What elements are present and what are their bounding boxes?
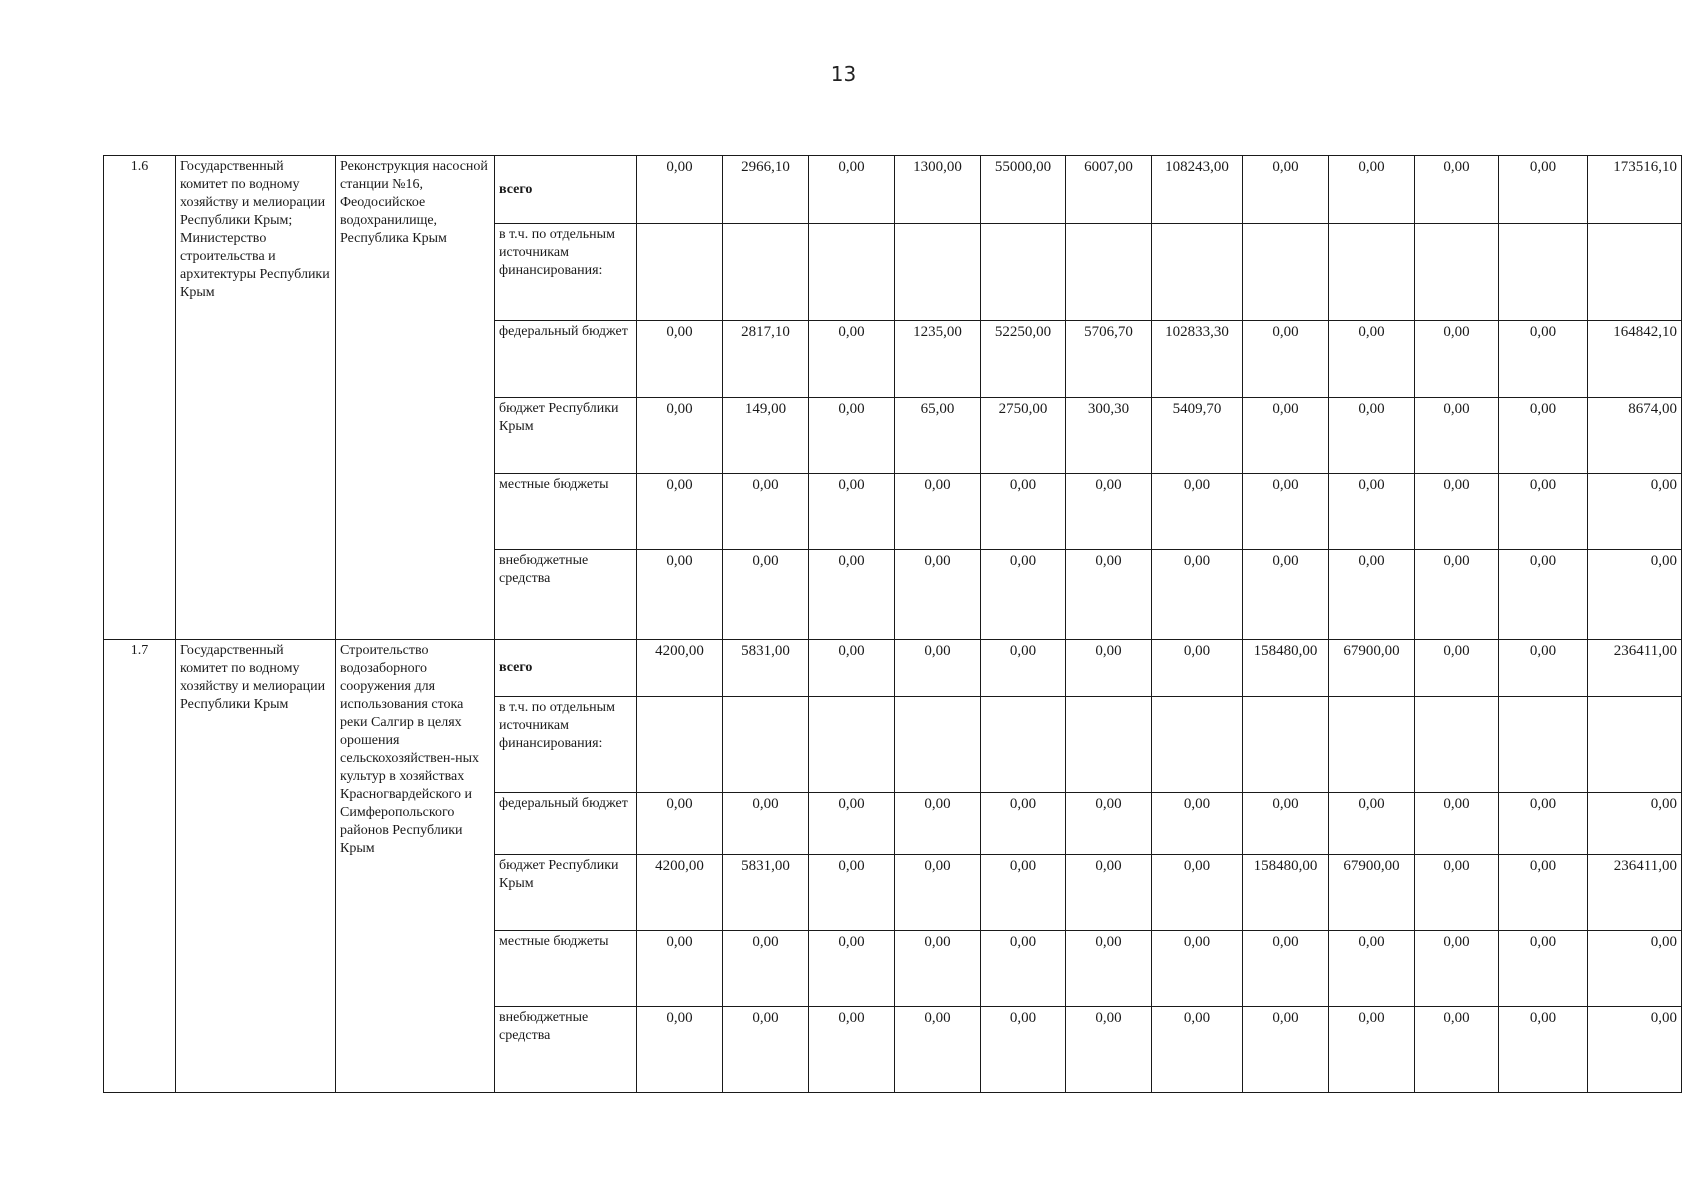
value-cell: 0,00 (809, 640, 895, 697)
funding-source-local: местные бюджеты (495, 474, 637, 550)
value-cell: 0,00 (1499, 398, 1588, 474)
value-cell: 0,00 (981, 855, 1066, 931)
value-cell (1329, 224, 1415, 321)
value-cell: 236411,00 (1588, 855, 1682, 931)
value-cell: 0,00 (1415, 550, 1499, 640)
value-cell: 0,00 (1329, 156, 1415, 224)
value-cell: 0,00 (1499, 156, 1588, 224)
value-cell: 0,00 (981, 550, 1066, 640)
value-cell: 0,00 (1329, 321, 1415, 398)
value-cell: 0,00 (1152, 550, 1243, 640)
value-cell: 1235,00 (895, 321, 981, 398)
value-cell: 0,00 (809, 855, 895, 931)
value-cell: 0,00 (1329, 474, 1415, 550)
value-cell: 5409,70 (1152, 398, 1243, 474)
value-cell: 0,00 (1415, 931, 1499, 1007)
value-cell: 0,00 (1499, 640, 1588, 697)
value-cell (1499, 224, 1588, 321)
value-cell: 0,00 (1329, 550, 1415, 640)
value-cell (1243, 697, 1329, 793)
value-cell: 149,00 (723, 398, 809, 474)
value-cell (1066, 224, 1152, 321)
value-cell: 52250,00 (981, 321, 1066, 398)
value-cell: 0,00 (1243, 398, 1329, 474)
value-cell: 0,00 (1415, 321, 1499, 398)
value-cell: 0,00 (1243, 474, 1329, 550)
value-cell: 0,00 (981, 640, 1066, 697)
value-cell: 0,00 (1588, 550, 1682, 640)
value-cell: 0,00 (1415, 156, 1499, 224)
responsible-organization: Государственный комитет по водному хозяйству и мелиорации Республики Крым (176, 640, 336, 1093)
value-cell: 0,00 (1588, 931, 1682, 1007)
value-cell: 0,00 (1152, 640, 1243, 697)
value-cell: 2966,10 (723, 156, 809, 224)
value-cell: 0,00 (809, 550, 895, 640)
funding-source-republic: бюджет Республики Крым (495, 398, 637, 474)
value-cell (981, 224, 1066, 321)
value-cell: 1300,00 (895, 156, 981, 224)
value-cell: 8674,00 (1588, 398, 1682, 474)
value-cell: 0,00 (809, 793, 895, 855)
value-cell: 0,00 (809, 931, 895, 1007)
value-cell (1415, 697, 1499, 793)
value-cell (809, 697, 895, 793)
value-cell: 0,00 (1499, 321, 1588, 398)
value-cell: 0,00 (637, 156, 723, 224)
project-name: Реконструкция насосной станции №16, Феодосийское водохранилище, Республика Крым (336, 156, 495, 640)
value-cell: 0,00 (637, 321, 723, 398)
value-cell: 5706,70 (1066, 321, 1152, 398)
value-cell: 0,00 (981, 931, 1066, 1007)
value-cell: 65,00 (895, 398, 981, 474)
value-cell: 0,00 (1243, 321, 1329, 398)
value-cell: 0,00 (637, 931, 723, 1007)
responsible-organization: Государственный комитет по водному хозяйству и мелиорации Республики Крым; Министерство строительства и архитектуры Республики Крым (176, 156, 336, 640)
funding-source-federal: федеральный бюджет (495, 321, 637, 398)
value-cell: 0,00 (895, 1007, 981, 1093)
value-cell: 300,30 (1066, 398, 1152, 474)
table-row (104, 156, 1682, 224)
funding-source-incl: в т.ч. по отдельным источникам финансирования: (495, 697, 637, 793)
value-cell: 0,00 (1415, 793, 1499, 855)
value-cell: 0,00 (723, 1007, 809, 1093)
value-cell: 0,00 (1066, 931, 1152, 1007)
value-cell: 6007,00 (1066, 156, 1152, 224)
value-cell: 0,00 (1152, 793, 1243, 855)
value-cell: 236411,00 (1588, 640, 1682, 697)
value-cell: 0,00 (1152, 474, 1243, 550)
value-cell: 0,00 (637, 474, 723, 550)
funding-source-extrabudget: внебюджетные средства (495, 1007, 637, 1093)
value-cell: 0,00 (1499, 474, 1588, 550)
value-cell: 0,00 (637, 1007, 723, 1093)
value-cell: 0,00 (809, 1007, 895, 1093)
value-cell: 0,00 (895, 855, 981, 931)
funding-source-incl: в т.ч. по отдельным источникам финансирования: (495, 224, 637, 321)
value-cell: 0,00 (981, 793, 1066, 855)
page-number: 13 (830, 62, 857, 86)
value-cell: 0,00 (1152, 931, 1243, 1007)
value-cell: 5831,00 (723, 855, 809, 931)
value-cell (723, 697, 809, 793)
value-cell: 0,00 (1329, 931, 1415, 1007)
value-cell (809, 224, 895, 321)
value-cell: 0,00 (809, 398, 895, 474)
value-cell: 0,00 (1152, 855, 1243, 931)
value-cell (1152, 224, 1243, 321)
value-cell: 0,00 (723, 931, 809, 1007)
funding-source-local: местные бюджеты (495, 931, 637, 1007)
value-cell: 0,00 (895, 793, 981, 855)
value-cell (895, 697, 981, 793)
value-cell (637, 224, 723, 321)
value-cell: 0,00 (723, 550, 809, 640)
value-cell: 0,00 (809, 156, 895, 224)
value-cell: 0,00 (1415, 1007, 1499, 1093)
value-cell: 0,00 (1066, 793, 1152, 855)
value-cell: 0,00 (637, 550, 723, 640)
value-cell: 0,00 (1066, 1007, 1152, 1093)
value-cell (1415, 224, 1499, 321)
value-cell: 67900,00 (1329, 640, 1415, 697)
value-cell: 0,00 (1152, 1007, 1243, 1093)
value-cell: 0,00 (723, 474, 809, 550)
value-cell: 0,00 (723, 793, 809, 855)
value-cell: 108243,00 (1152, 156, 1243, 224)
value-cell: 0,00 (1243, 156, 1329, 224)
value-cell: 55000,00 (981, 156, 1066, 224)
value-cell: 0,00 (637, 793, 723, 855)
row-number: 1.6 (104, 156, 176, 640)
value-cell: 0,00 (1588, 1007, 1682, 1093)
value-cell: 67900,00 (1329, 855, 1415, 931)
value-cell: 164842,10 (1588, 321, 1682, 398)
value-cell: 5831,00 (723, 640, 809, 697)
value-cell: 0,00 (1499, 550, 1588, 640)
value-cell (723, 224, 809, 321)
value-cell: 0,00 (809, 321, 895, 398)
value-cell (1243, 224, 1329, 321)
funding-source-total: всего (495, 640, 637, 697)
budget-table (103, 155, 1682, 1093)
value-cell: 0,00 (1415, 474, 1499, 550)
value-cell: 0,00 (1415, 640, 1499, 697)
value-cell (1329, 697, 1415, 793)
value-cell: 0,00 (1499, 931, 1588, 1007)
table-body (104, 156, 1682, 1093)
value-cell: 0,00 (981, 474, 1066, 550)
funding-source-republic: бюджет Республики Крым (495, 855, 637, 931)
value-cell: 4200,00 (637, 640, 723, 697)
value-cell (1499, 697, 1588, 793)
value-cell: 0,00 (1243, 550, 1329, 640)
value-cell (1588, 697, 1682, 793)
value-cell: 0,00 (1066, 474, 1152, 550)
value-cell: 0,00 (1243, 793, 1329, 855)
value-cell: 0,00 (1066, 550, 1152, 640)
value-cell: 0,00 (981, 1007, 1066, 1093)
value-cell: 0,00 (1415, 855, 1499, 931)
value-cell: 0,00 (1329, 398, 1415, 474)
value-cell: 0,00 (1499, 855, 1588, 931)
value-cell (981, 697, 1066, 793)
value-cell: 0,00 (895, 474, 981, 550)
value-cell: 0,00 (1243, 931, 1329, 1007)
value-cell: 0,00 (1243, 1007, 1329, 1093)
value-cell: 0,00 (1415, 398, 1499, 474)
value-cell: 158480,00 (1243, 640, 1329, 697)
value-cell: 158480,00 (1243, 855, 1329, 931)
value-cell: 0,00 (1588, 793, 1682, 855)
value-cell: 0,00 (1499, 793, 1588, 855)
value-cell: 0,00 (1588, 474, 1682, 550)
value-cell: 0,00 (1499, 1007, 1588, 1093)
value-cell: 4200,00 (637, 855, 723, 931)
value-cell (1152, 697, 1243, 793)
funding-source-extrabudget: внебюджетные средства (495, 550, 637, 640)
funding-source-total: всего (495, 156, 637, 224)
table-row (104, 640, 1682, 697)
value-cell: 0,00 (809, 474, 895, 550)
funding-source-federal: федеральный бюджет (495, 793, 637, 855)
value-cell: 0,00 (895, 640, 981, 697)
row-number: 1.7 (104, 640, 176, 1093)
value-cell: 0,00 (1329, 1007, 1415, 1093)
value-cell: 0,00 (895, 931, 981, 1007)
value-cell: 173516,10 (1588, 156, 1682, 224)
value-cell (1066, 697, 1152, 793)
value-cell: 0,00 (1066, 640, 1152, 697)
value-cell: 0,00 (637, 398, 723, 474)
value-cell (1588, 224, 1682, 321)
value-cell: 0,00 (895, 550, 981, 640)
value-cell (895, 224, 981, 321)
value-cell: 0,00 (1066, 855, 1152, 931)
value-cell: 2817,10 (723, 321, 809, 398)
value-cell: 2750,00 (981, 398, 1066, 474)
value-cell: 102833,30 (1152, 321, 1243, 398)
project-name: Строительство водозаборного сооружения для использования стока реки Салгир в целях орошения сельскохозяйствен-ных культур в хозяйствах Красногвардейского и Симферопольского районов Республики Крым (336, 640, 495, 1093)
value-cell (637, 697, 723, 793)
value-cell: 0,00 (1329, 793, 1415, 855)
